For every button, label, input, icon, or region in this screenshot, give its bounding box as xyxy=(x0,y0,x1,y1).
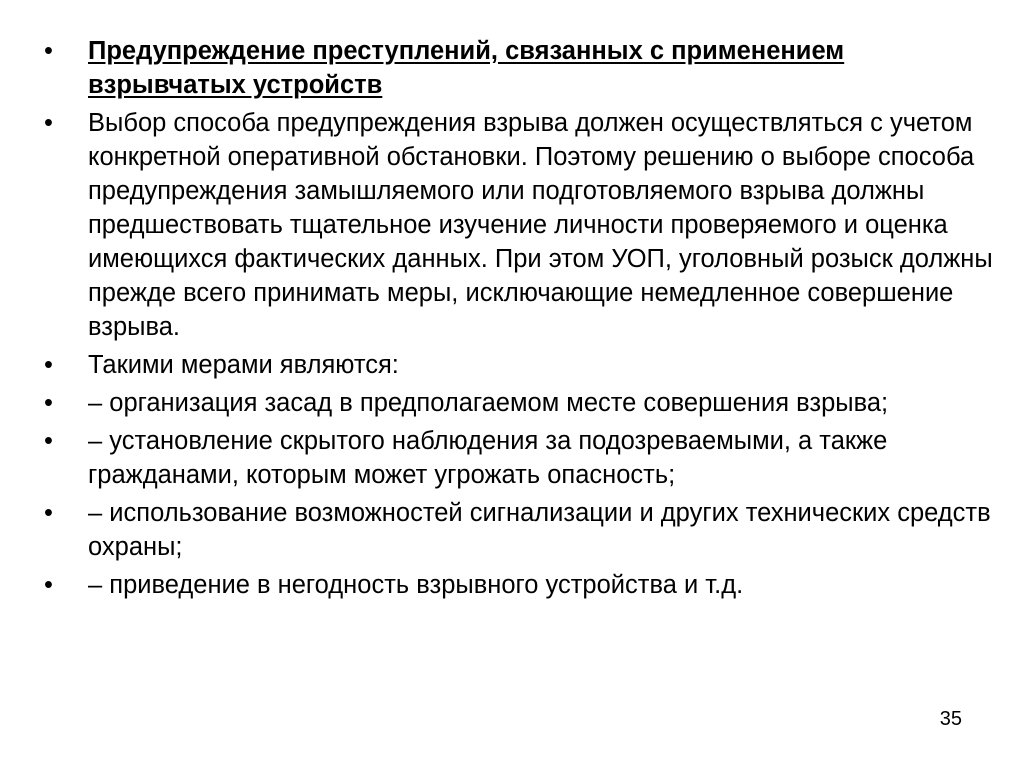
slide-title: Предупреждение преступлений, связанных с применением взрывчатых устройств xyxy=(88,37,845,99)
bullet-icon: • xyxy=(44,499,53,527)
measure-item: – установление скрытого наблюдения за подозреваемыми, а также гражданами, которым может угрожать опасность; xyxy=(88,427,888,489)
bullet-icon: • xyxy=(44,109,53,137)
measure-item: – использование возможностей сигнализации и других технических средств охраны; xyxy=(88,499,991,561)
measure-item: – организация засад в предполагаемом месте совершения взрыва; xyxy=(88,389,889,417)
list-item xyxy=(44,496,994,564)
measure-item: – приведение в негодность взрывного устройства и т.д. xyxy=(88,571,744,599)
slide-title-item xyxy=(44,34,994,102)
bullet-icon: • xyxy=(44,427,53,455)
bullet-icon: • xyxy=(44,37,53,65)
list-item xyxy=(44,568,994,602)
bullet-list xyxy=(44,34,994,606)
page-number: 35 xyxy=(939,708,962,730)
bullet-icon: • xyxy=(44,571,53,599)
bullet-icon: • xyxy=(44,351,53,379)
list-item xyxy=(44,106,994,344)
body-paragraph: Выбор способа предупреждения взрыва должен осуществляться с учетом конкретной оперативной обстановки. Поэтому решению о выборе способа предупреждения замышляемого или подготовляемого взрыва должны предшествовать тщательное изучение личности проверяемого и оценка имеющихся фактических данных. При этом УОП, уголовный розыск должны прежде всего принимать меры, исключающие немедленное совершение взрыва. xyxy=(88,109,993,341)
list-item xyxy=(44,386,994,420)
list-item xyxy=(44,348,994,382)
bullet-icon: • xyxy=(44,389,53,417)
measures-intro: Такими мерами являются: xyxy=(88,351,399,379)
list-item xyxy=(44,424,994,492)
